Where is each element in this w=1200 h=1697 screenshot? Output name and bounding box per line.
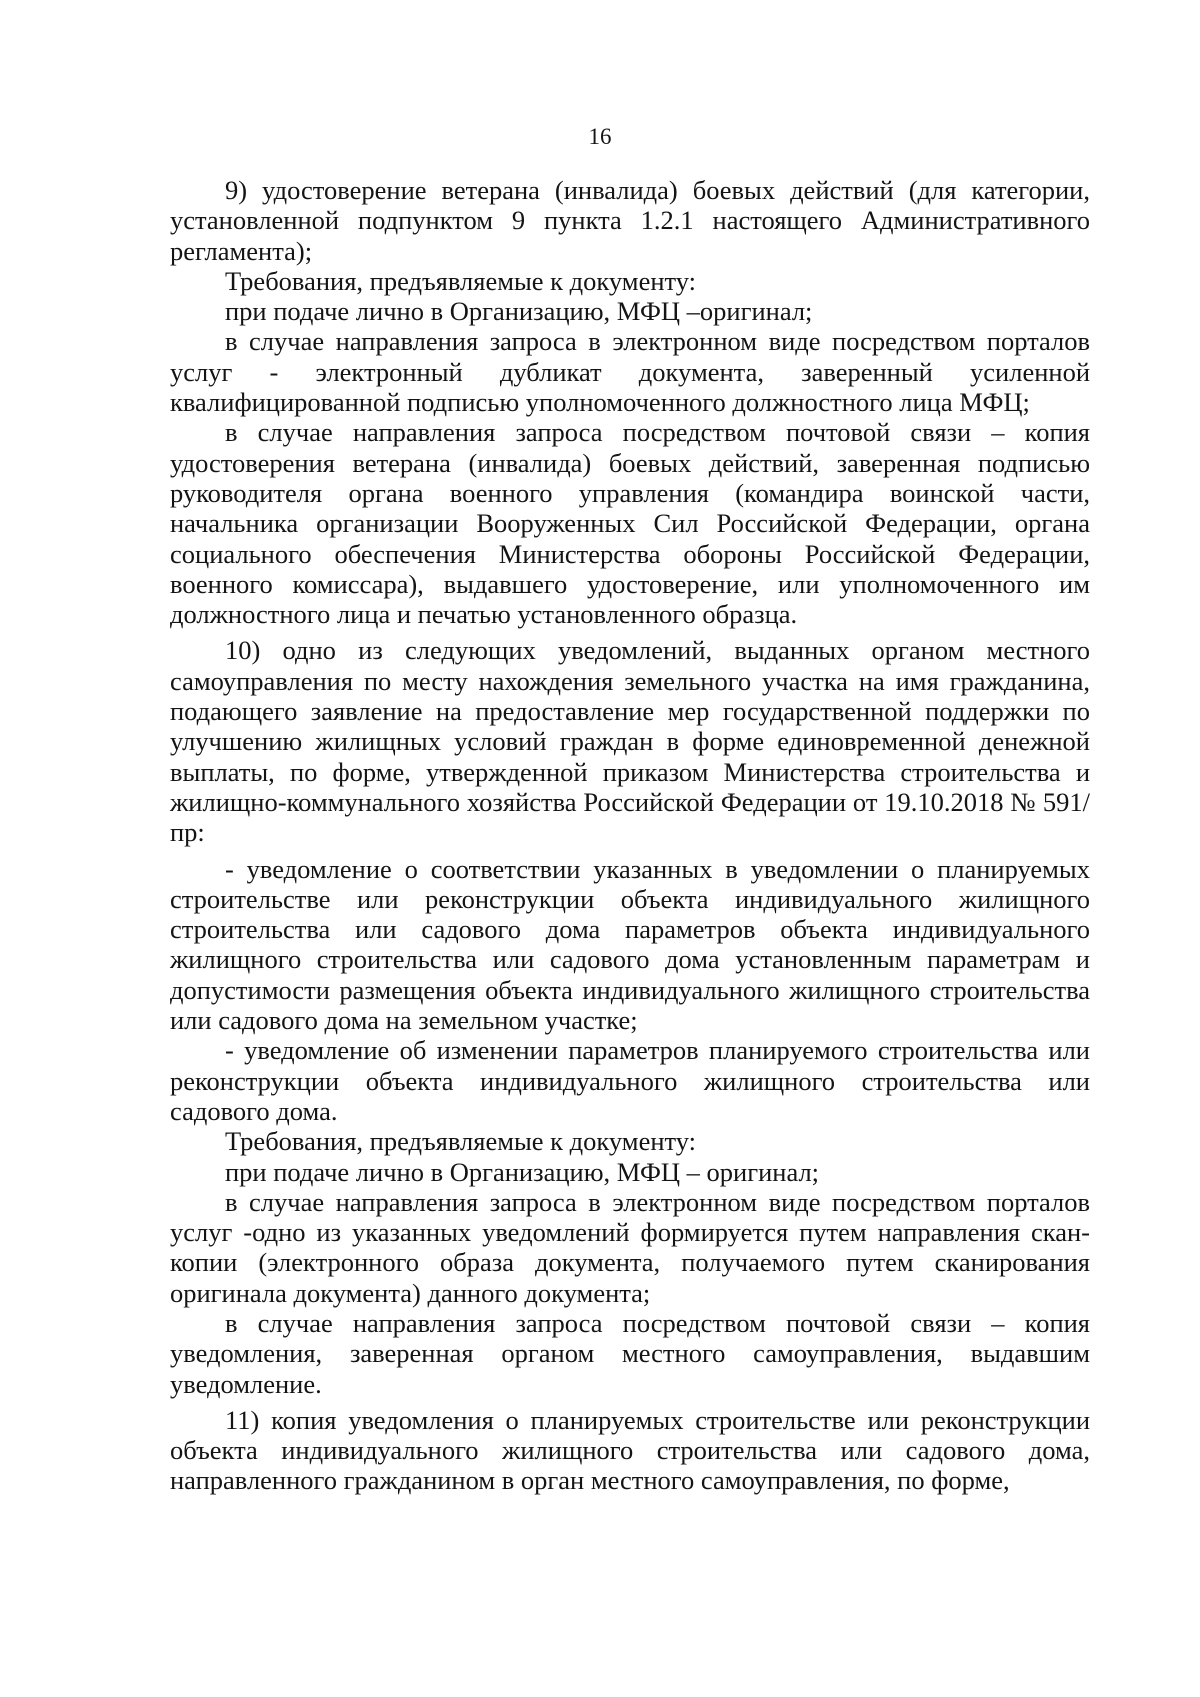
requirement-in-person-2: при подаче лично в Организацию, МФЦ – оригинал; [225,1156,820,1187]
paragraph-item-9: 9) удостоверение ветерана (инвалида) боевых действий (для категории, установленной подпунктом 9 пункта 1.2.1 настоящего Административного регламента); [170,175,1090,266]
requirement-postal-2: в случае направления запроса посредством почтовой связи – копия уведомления, заверенная органом местного самоуправления, выдавшим уведомление. [170,1307,1090,1399]
requirement-in-person: при подаче лично в Организацию, МФЦ –оригинал; [225,296,813,327]
requirement-electronic: в случае направления запроса в электронном виде посредством порталов услуг - электронный дубликат документа, заверенный усиленной квалифицированной подписью уполномоченного должностного лица МФЦ; [170,326,1090,418]
document-body [170,175,1090,1496]
requirement-electronic-2: в случае направления запроса в электронном виде посредством порталов услуг -одно из указанных уведомлений формируется путем направления скан-копии (электронного образа документа, получаемого путем сканирования оригинала документа) данного документа; [170,1186,1090,1308]
list-item-notice-compliance: - уведомление о соответствии указанных в уведомлении о планируемых строительстве или реконструкции объекта индивидуального жилищного строительства или садового дома параметров объекта индивидуального жилищного строительства или садового дома установленным параметрам и допустимости размещения объекта индивидуального жилищного строительства или садового дома на земельном участке; [170,853,1090,1036]
paragraph-item-10: 10) одно из следующих уведомлений, выданных органом местного самоуправления по месту нахождения земельного участка на имя гражданина, подающего заявление на предоставление мер государственной поддержки по улучшению жилищных условий граждан в форме единовременной денежной выплаты, по форме, утвержденной приказом Министерства строительства и жилищно-коммунального хозяйства Российской Федерации от 19.10.2018 № 591/пр: [170,635,1090,848]
requirements-heading-2: Требования, предъявляемые к документу: [225,1126,697,1157]
list-item-notice-change: - уведомление об изменении параметров планируемого строительства или реконструкции объекта индивидуального жилищного строительства или садового дома. [170,1035,1090,1126]
requirements-heading: Требования, предъявляемые к документу: [225,265,697,296]
page-number: 16 [588,124,612,149]
requirement-postal: в случае направления запроса посредством почтовой связи – копия удостоверения ветерана (инвалида) боевых действий, заверенная подписью руководителя органа военного управления (командира воинской части, начальника организации Вооруженных Сил Российской Федерации, органа социального обеспечения Министерства обороны Российской Федерации, военного комиссара), выдавшего удостоверение, или уполномоченного им должностного лица и печатью установленного образца. [170,417,1090,630]
paragraph-item-11: 11) копия уведомления о планируемых строительстве или реконструкции объекта индивидуального жилищного строительства или садового дома, направленного гражданином в орган местного самоуправления, по форме, [170,1404,1090,1496]
